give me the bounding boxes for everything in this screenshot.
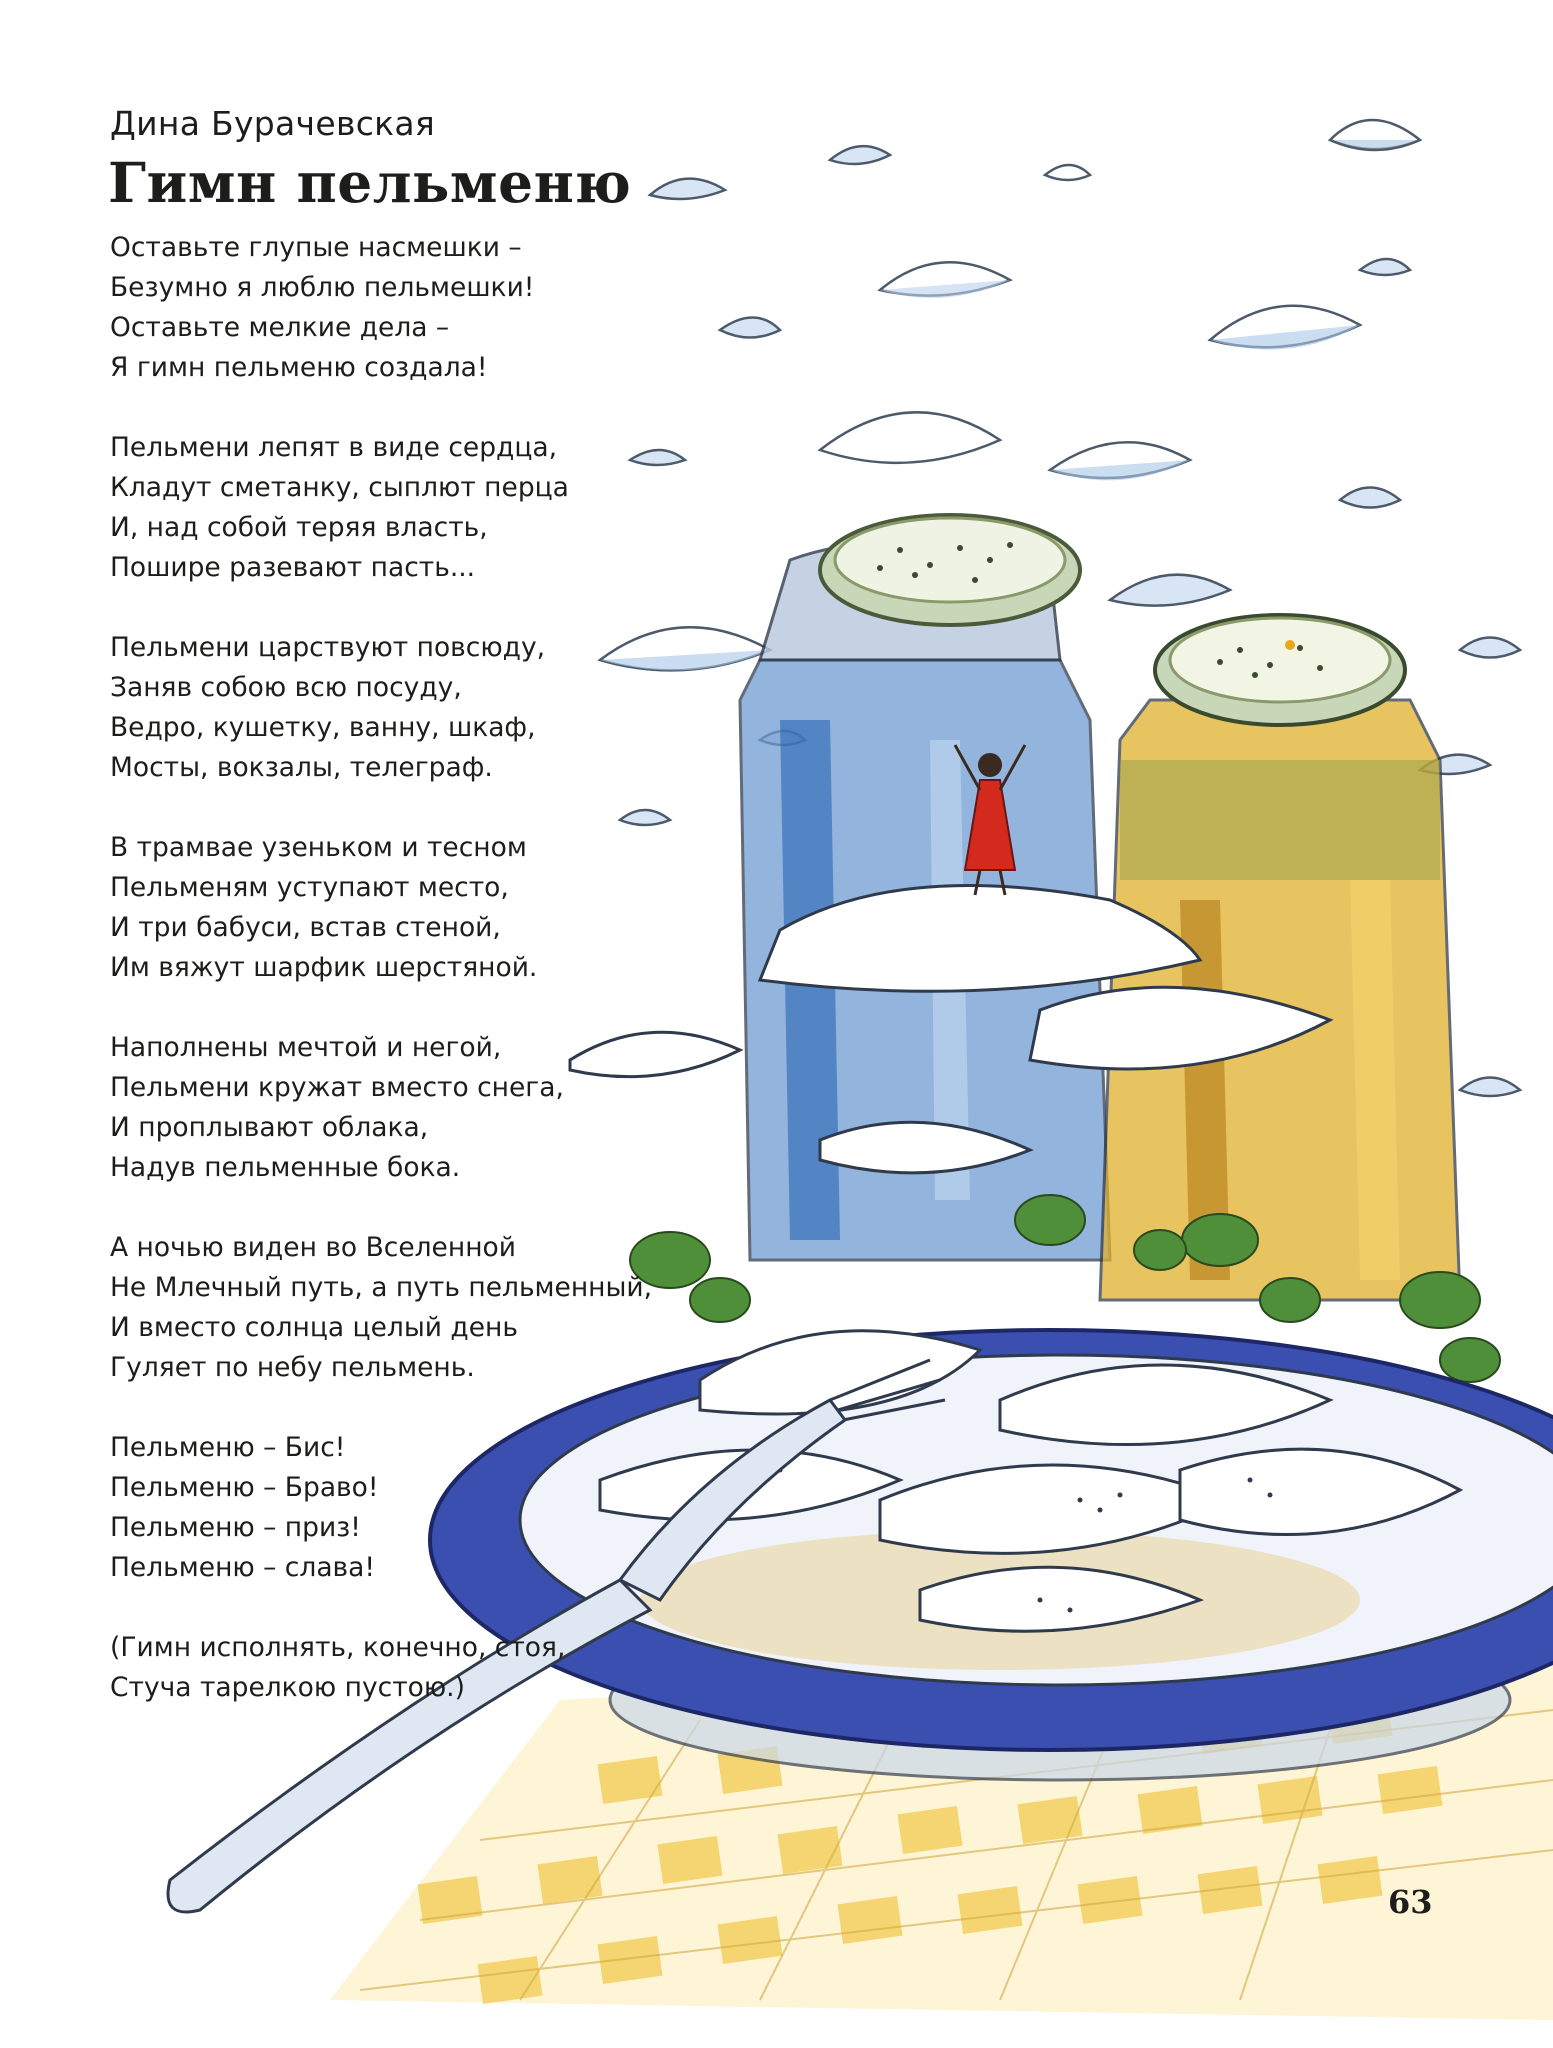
stanza [110,1628,670,1708]
poem-line: Пошире разевают пасть... [110,552,476,583]
poem-line: Наполнены мечтой и негой, [110,1032,502,1063]
stanza [110,1228,670,1388]
page-number: 63 [1388,1883,1433,1921]
poem-line: Пельмени царствуют повсюду, [110,632,546,663]
poem-line: Мосты, вокзалы, телеграф. [110,752,493,783]
poem-line: Надув пельменные бока. [110,1152,461,1183]
poem-line: И, над собой теряя власть, [110,512,488,543]
stanza [110,1028,670,1188]
poem-line: Пельменю – слава! [110,1552,376,1583]
poem-line: Пельменю – приз! [110,1512,361,1543]
author-name: Дина Бурачевская [110,104,436,143]
poem-line: Безумно я люблю пельмешки! [110,272,535,303]
poem-line: Я гимн пельменю создала! [110,352,488,383]
poem-line: И проплывают облака, [110,1112,429,1143]
poem-line: Заняв собою всю посуду, [110,672,462,703]
stanza [110,628,670,788]
poem-line: И три бабуси, встав стеной, [110,912,501,943]
poem-body [110,228,670,1748]
poem-line: Кладут сметанку, сыплют перца [110,472,569,503]
poem-line: Им вяжут шарфик шерстяной. [110,952,538,983]
poem-line: Оставьте мелкие дела – [110,312,450,343]
poem-line: В трамвае узеньком и тесном [110,832,527,863]
poem-line: Гуляет по небу пельмень. [110,1352,475,1383]
poem-line: Пельмени кружат вместо снега, [110,1072,564,1103]
stanza [110,1428,670,1588]
poem-line: Пельменю – Бис! [110,1432,346,1463]
poem-line: А ночью виден во Вселенной [110,1232,516,1263]
stanza [110,828,670,988]
poem-line: Пельмени лепят в виде сердца, [110,432,558,463]
poem-line: Ведро, кушетку, ванну, шкаф, [110,712,536,743]
stanza [110,428,670,588]
poem-title: Гимн пельменю [108,150,632,215]
poem-line: И вместо солнца целый день [110,1312,518,1343]
poem-line: Не Млечный путь, а путь пельменный, [110,1272,653,1303]
poem-line: Стуча тарелкою пустою.) [110,1672,465,1703]
poem-line: Оставьте глупые насмешки – [110,232,522,263]
poem-line: Пельменю – Браво! [110,1472,379,1503]
poem-line: (Гимн исполнять, конечно, стоя, [110,1632,566,1663]
poem-line: Пельменям уступают место, [110,872,509,903]
stanza [110,228,670,388]
